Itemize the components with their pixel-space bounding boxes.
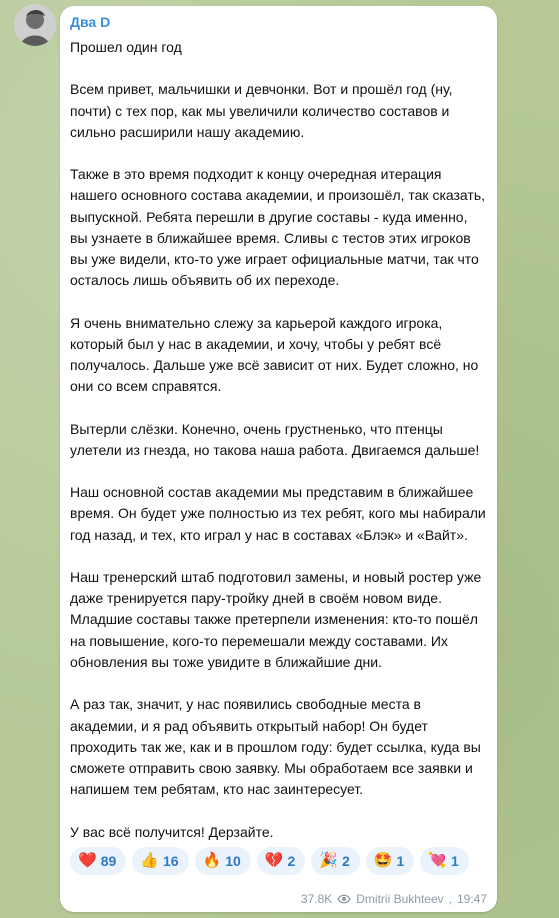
fire-emoji: 🔥 <box>202 852 222 870</box>
reaction-count: 2 <box>341 852 350 869</box>
heart-emoji: ❤️ <box>78 852 97 870</box>
reaction-broken-heart[interactable] <box>257 847 305 875</box>
broken-heart-emoji: 💔 <box>264 852 284 870</box>
reaction-count: 10 <box>225 852 241 869</box>
star-struck-emoji: 🤩 <box>373 852 393 870</box>
reaction-thumbs-up[interactable] <box>132 847 188 875</box>
reaction-heart[interactable] <box>70 847 126 875</box>
reaction-star-struck[interactable] <box>366 847 414 875</box>
reactions-bar <box>70 847 487 875</box>
eye-icon <box>337 894 351 904</box>
reaction-count: 1 <box>396 852 405 869</box>
post-time: 19:47 <box>456 892 487 906</box>
message-bubble <box>60 6 497 912</box>
heart-arrow-emoji: 💘 <box>428 852 447 870</box>
reaction-fire[interactable] <box>195 847 251 875</box>
message-footer <box>301 892 487 906</box>
reaction-party[interactable] <box>311 847 359 875</box>
signature-separator: , <box>448 892 452 906</box>
message-text: Прошел один год Всем привет, мальчишки и девчонки. Вот и прошёл год (ну, почти) с тех пор, как мы увеличили количество составов и сильно расширили нашу академию. Также в это время подходит к концу очередная итерация нашего основного состава академии, и произошёл, так сказать, выпускной. Ребята перешли в другие составы - куда именно, вы узнаете в ближайшее время. Сливы с тестов этих игроков вы уже видели, кто-то уже играет официальные матчи, так что осталось лишь объявить об их переходе. Я очень внимательно слежу за карьерой каждого игрока, который был у нас в академии, и хочу, чтобы у ребят всё получалось. Дальше уже всё зависит от них. Будет сложно, но они со всем справятся. Вытерли слёзки. Конечно, очень грустненько, что птенцы улетели из гнезда, но такова наша работа. Двигаемся дальше! Наш основной состав академии мы представим в ближайшее время. Он будет уже полностью из тех ребят, кого мы набирали год назад, и тех, кто играл у нас в составах «Блэк» и «Вайт». Наш тренерский штаб подготовил замены, и новый ростер уже даже тренируется пару-тройку дней в своём новом виде. Младшие составы также претерпели изменения: кто-то пошёл на повышение, кого-то перемешали между составами. Их обновления вы тоже увидите в ближайшие дни. А раз так, значит, у нас появились свободные места в академии, и я рад объявить открытый набор! Он будет проходить так же, как и в прошлом году: будет ссылка, куда вы сможете отправить свою заявку. Мы обработаем все заявки и напишем тем ребятам, кто нас заинтересует. У вас всё получится! Дерзайте. <box>70 39 486 840</box>
reaction-heart-arrow[interactable] <box>420 847 468 875</box>
view-count: 37.8K <box>300 892 333 906</box>
reaction-count: 1 <box>450 852 459 869</box>
reaction-count: 89 <box>100 852 117 869</box>
post-signature: Dmitrii Bukhteev <box>356 892 444 906</box>
reaction-count: 16 <box>162 852 179 869</box>
thumbs-up-emoji: 👍 <box>140 852 159 870</box>
avatar-image <box>14 4 56 46</box>
party-popper-emoji: 🎉 <box>319 852 338 870</box>
author-name[interactable]: Два D <box>70 14 111 30</box>
channel-avatar[interactable] <box>14 4 56 46</box>
reaction-count: 2 <box>287 852 296 869</box>
